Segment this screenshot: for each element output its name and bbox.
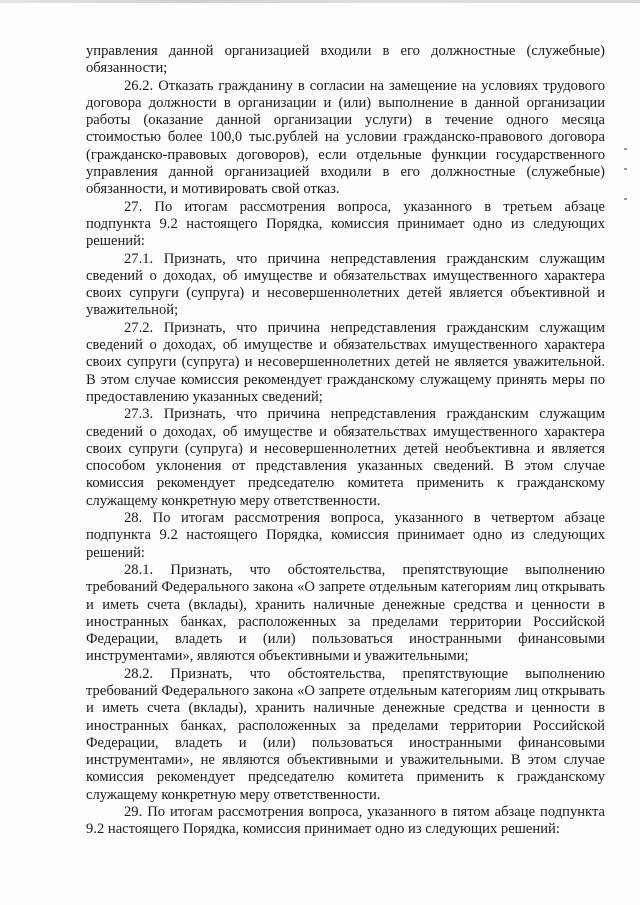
scan-margin-mark [624,148,627,150]
paragraph-26-2: 26.2. Отказать гражданину в согласии на замещение на условиях трудового договора должности в организации и (или) выполнение в данной организации работы (оказание данной организации услуги) в течение одного месяца стоимостью более 100,0 тыс.рублей на условии гражданско-правового договора (гражданско-правовых договоров), если отдельные функции государственного управления данной организацией входили в его должностные (служебные) обязанности, и мотивировать свой отказ. [86,77,605,198]
paragraph-27-1: 27.1. Признать, что причина непредставления гражданским служащим сведений о доходах, об имуществе и обязательствах имущественного характера своих супруги (супруга) и несовершеннолетних детей является объективной и уважительной; [86,250,605,319]
document-text [86,43,605,839]
scan-margin-mark [624,198,627,200]
paragraph-27-3: 27.3. Признать, что причина непредставления гражданским служащим сведений о доходах, об имуществе и обязательствах имущественного характера своих супруги (супруга) и несовершеннолетних детей необъективна и является способом уклонения от представления указанных сведений. В этом случае комиссия рекомендует председателю комитета применить к гражданскому служащему конкретную меру ответственности. [86,406,605,509]
paragraph-28: 28. По итогам рассмотрения вопроса, указанного в четвертом абзаце подпункта 9.2 настоящего Порядка, комиссия принимает одно из следующих решений: [86,510,605,561]
paragraph-28-1: 28.1. Признать, что обстоятельства, препятствующие выполнению требований Федерального закона «О запрете отдельным категориям лиц открывать и иметь счета (вклады), хранить наличные денежные средства и ценности в иностранных банках, расположенных за пределами территории Российской Федерации, владеть и (или) пользоваться иностранными финансовыми инструментами», являются объективными и уважительными; [86,561,605,665]
paragraph-28-2: 28.2. Признать, что обстоятельства, препятствующие выполнению требований Федерального закона «О запрете отдельным категориям лиц открывать и иметь счета (вклады), хранить наличные денежные средства и ценности в иностранных банках, расположенных за пределами территории Российской Федерации, владеть и (или) пользоваться иностранными финансовыми инструментами», не являются объективными и уважительными. В этом случае комиссия рекомендует председателю комитета применить к гражданскому служащему конкретную меру ответственности. [86,665,605,803]
paragraph-continuation: управления данной организацией входили в его должностные (служебные) обязанности; [86,43,605,77]
paragraph-29: 29. По итогам рассмотрения вопроса, указанного в пятом абзаце подпункта 9.2 настоящего Порядка, комиссия принимает одно из следующих решений: [86,804,605,838]
scan-margin-mark [624,168,627,170]
paragraph-27-2: 27.2. Признать, что причина непредставления гражданским служащим сведений о доходах, об имуществе и обязательствах имущественного характера своих супруги (супруга) и несовершеннолетних детей не является уважительной. В этом случае комиссия рекомендует гражданскому служащему принять меры по предоставлению указанных сведений; [86,319,605,405]
paragraph-27: 27. По итогам рассмотрения вопроса, указанного в третьем абзаце подпункта 9.2 настоящего Порядка, комиссия принимает одно из следующих решений: [86,198,605,250]
scan-top-edge [0,0,640,3]
